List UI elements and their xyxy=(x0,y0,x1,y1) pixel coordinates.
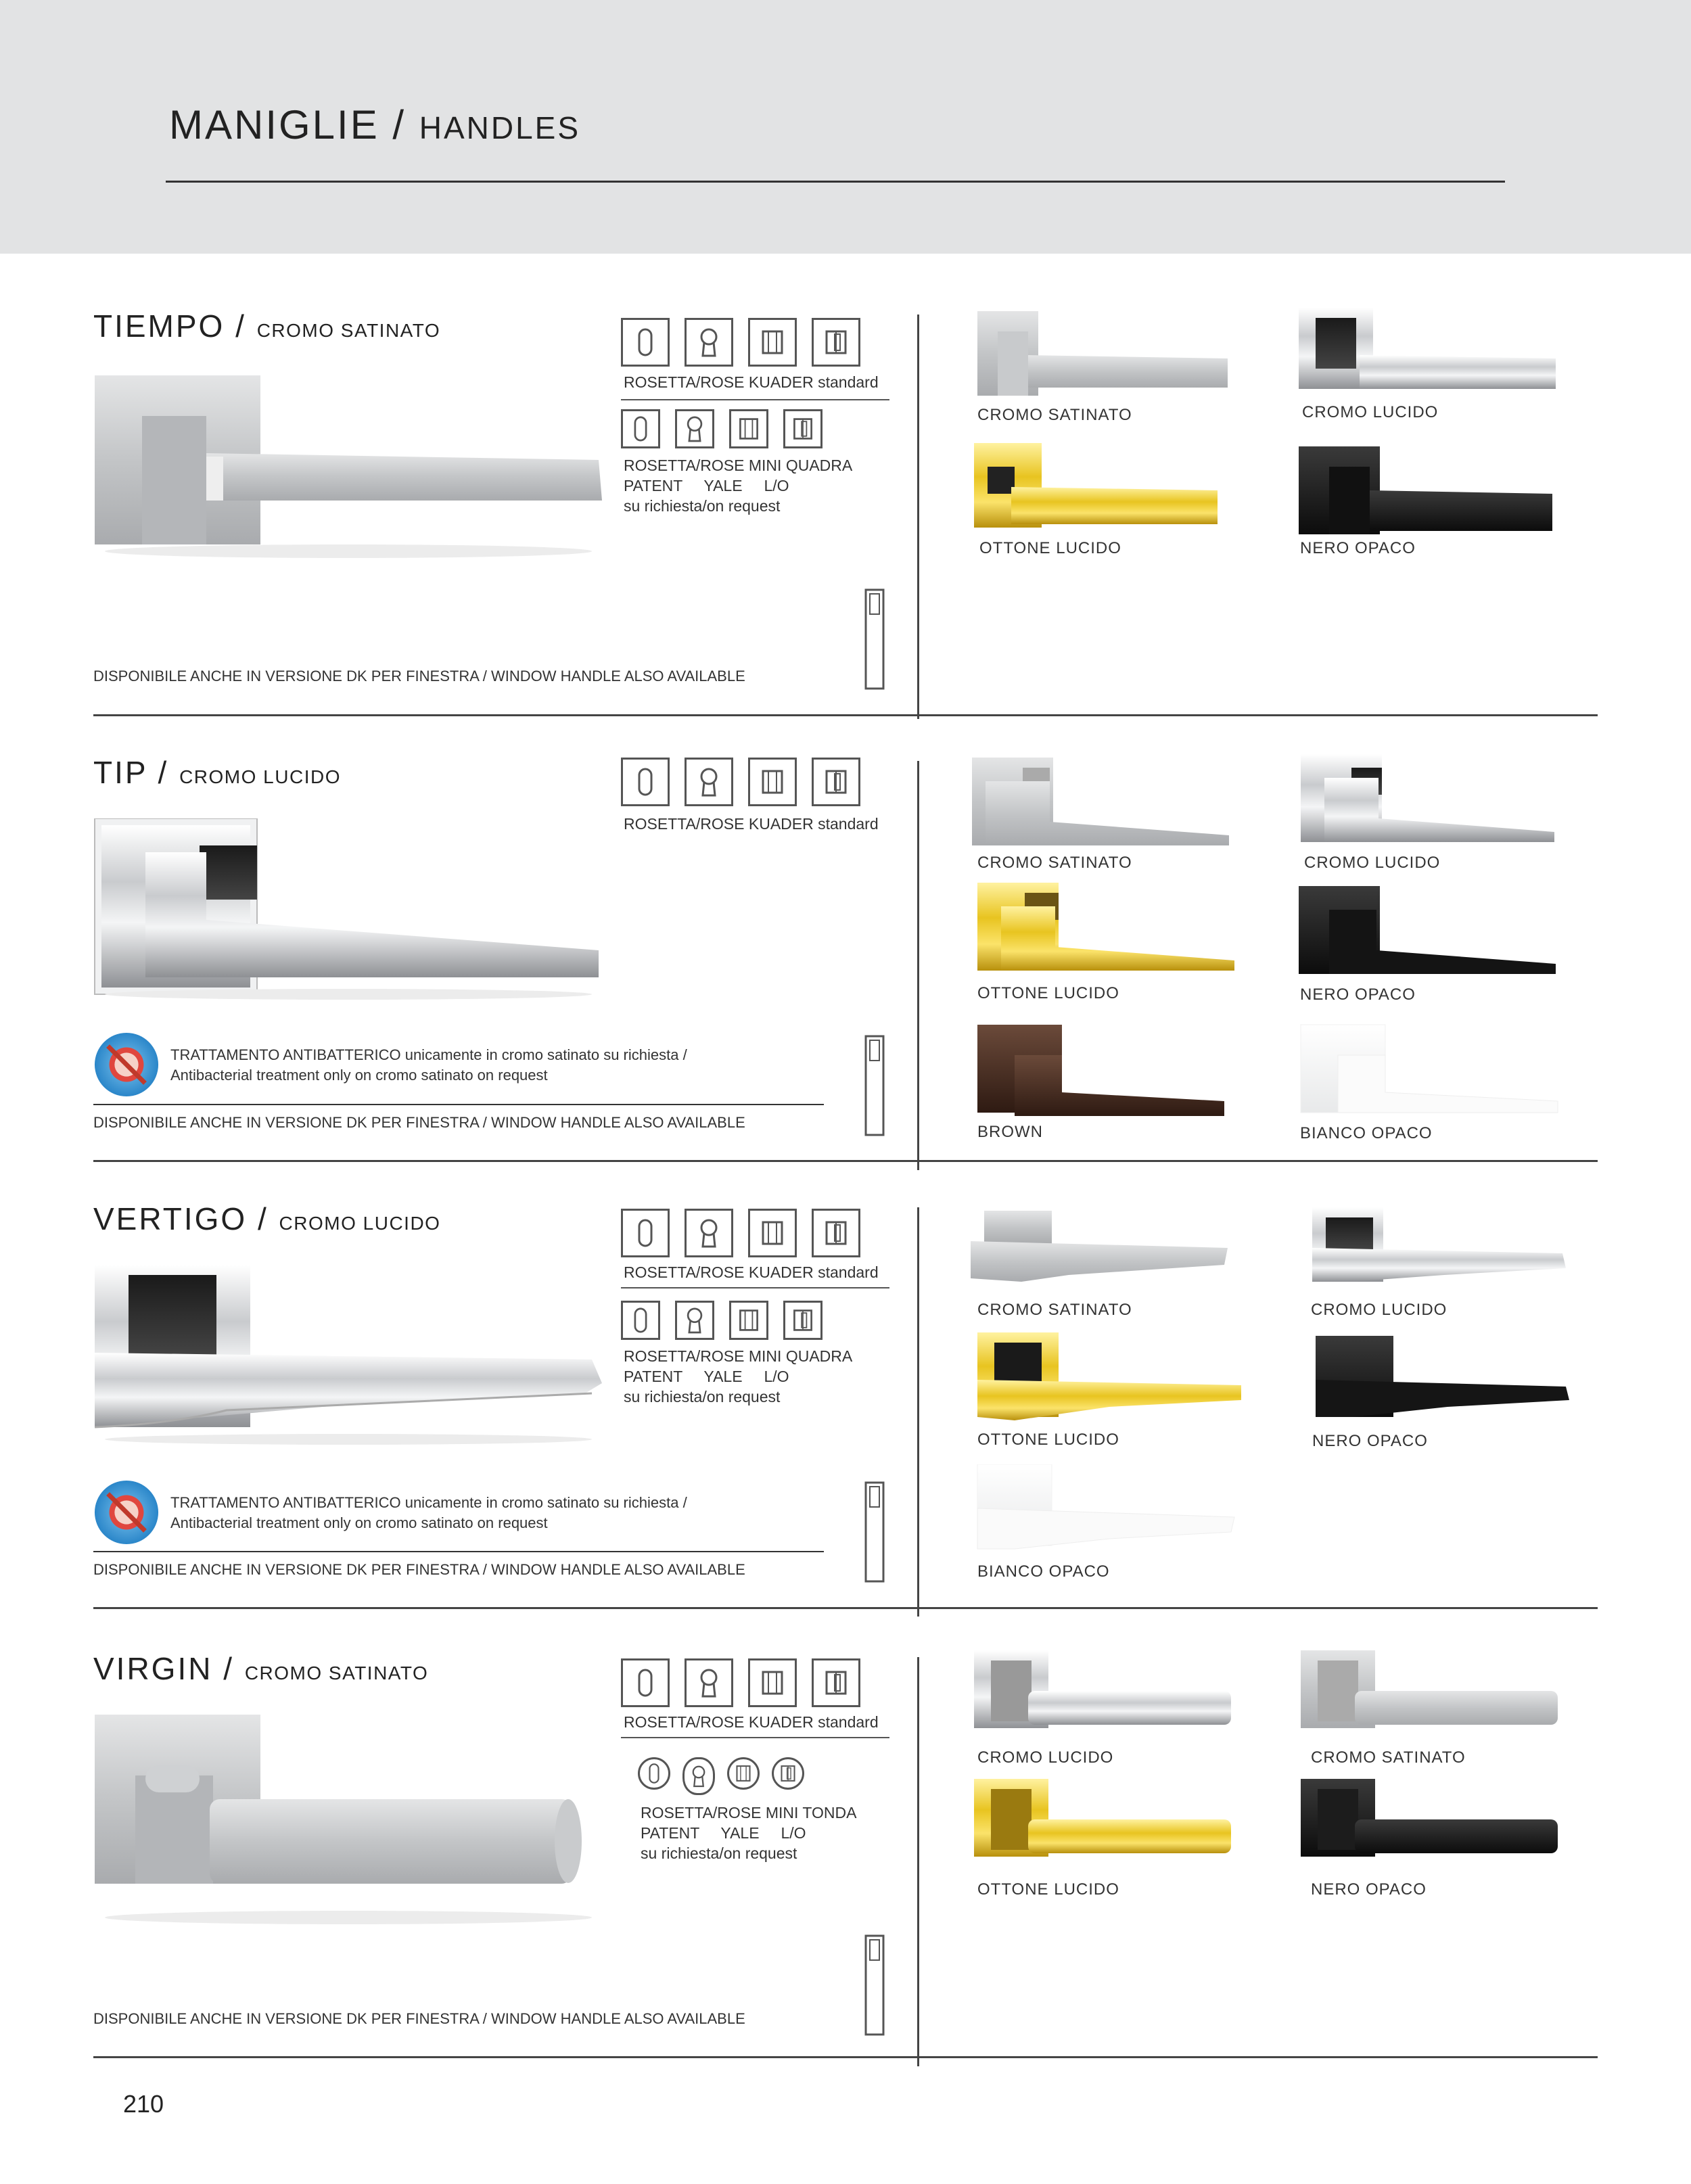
window-handle-icon xyxy=(864,1035,885,1136)
lo-lock-icon xyxy=(783,1301,823,1340)
product-finish: CROMO SATINATO xyxy=(244,1663,429,1683)
product-section-virgin xyxy=(0,1650,1691,2097)
yale-key-icon xyxy=(682,1757,715,1795)
title-separator: / xyxy=(392,102,407,147)
rose-standard-label: ROSETTA/ROSE KUADER standard xyxy=(624,1713,879,1731)
product-finish: CROMO LUCIDO xyxy=(179,766,341,787)
window-handle-icon xyxy=(864,1934,885,2036)
yale-key-icon xyxy=(685,1658,733,1707)
rose-divider xyxy=(621,1287,889,1288)
variant-image-ottone-lucido xyxy=(974,879,1245,991)
dk-note: DISPONIBILE ANCHE IN VERSIONE DK PER FINESTRA / WINDOW HANDLE ALSO AVAILABLE xyxy=(93,1561,745,1578)
variant-label: CROMO SATINATO xyxy=(977,406,1132,424)
lo-icon xyxy=(748,1658,797,1707)
rose-mini-title: ROSETTA/ROSE MINI TONDA xyxy=(641,1804,857,1821)
variant-image-cromo-satinato xyxy=(969,754,1239,866)
variant-image-bianco-opaco xyxy=(1297,1021,1568,1133)
window-handle-icon xyxy=(864,1481,885,1583)
handle-image-virgin xyxy=(91,1715,605,1938)
oval-key-icon xyxy=(621,409,660,448)
title-separator: / xyxy=(223,1651,235,1686)
lo-lock-icon xyxy=(812,1658,860,1707)
handle-image-tip xyxy=(91,818,605,1008)
section-separator xyxy=(93,1607,1598,1609)
yale-key-icon xyxy=(675,409,714,448)
rose-icons-kuader xyxy=(621,758,860,806)
lo-lock-icon xyxy=(783,409,823,448)
variant-label: OTTONE LUCIDO xyxy=(977,984,1119,1002)
rose-icons-mini xyxy=(621,409,823,448)
lo-lock-icon xyxy=(812,758,860,806)
lo-icon xyxy=(748,1209,797,1257)
rose-mini-types: PATENT YALE L/O xyxy=(641,1824,806,1842)
variant-image-ottone-lucido xyxy=(971,1779,1241,1890)
oval-key-icon xyxy=(621,1658,670,1707)
handle-image-vertigo xyxy=(91,1265,605,1454)
oval-key-icon xyxy=(638,1757,670,1790)
lo-lock-icon xyxy=(812,1209,860,1257)
rose-standard-label: ROSETTA/ROSE KUADER standard xyxy=(624,373,879,391)
antibacterial-note xyxy=(170,1493,687,1533)
variant-image-bianco-opaco xyxy=(974,1464,1245,1576)
product-section-tip xyxy=(0,754,1691,1201)
column-divider xyxy=(917,761,919,1170)
lo-icon xyxy=(748,758,797,806)
product-name: VERTIGO xyxy=(93,1201,248,1236)
rose-icons-mini-round xyxy=(638,1757,804,1795)
oval-key-icon xyxy=(621,1209,670,1257)
yale-key-icon xyxy=(675,1301,714,1340)
lo-icon xyxy=(748,318,797,367)
yale-key-icon xyxy=(685,318,733,367)
section-separator xyxy=(93,714,1598,716)
lo-icon xyxy=(729,1301,768,1340)
product-section-tiempo xyxy=(0,308,1691,754)
antibacterial-line2: Antibacterial treatment only on cromo satinato on request xyxy=(170,1514,548,1531)
dk-note: DISPONIBILE ANCHE IN VERSIONE DK PER FINESTRA / WINDOW HANDLE ALSO AVAILABLE xyxy=(93,2010,745,2027)
product-finish: CROMO SATINATO xyxy=(256,320,441,341)
variant-label: OTTONE LUCIDO xyxy=(977,1880,1119,1899)
rose-mini-note: su richiesta/on request xyxy=(624,1388,781,1405)
title-separator: / xyxy=(158,755,169,790)
page-number: 210 xyxy=(123,2090,164,2118)
variant-image-cromo-lucido xyxy=(971,1650,1241,1762)
window-handle-icon xyxy=(864,588,885,690)
product-finish: CROMO LUCIDO xyxy=(279,1213,441,1234)
lo-icon xyxy=(727,1757,760,1790)
title-sub: HANDLES xyxy=(419,110,581,145)
variant-image-ottone-lucido xyxy=(971,440,1241,551)
variant-label: NERO OPACO xyxy=(1311,1880,1427,1899)
column-divider xyxy=(917,315,919,719)
page-title xyxy=(169,101,580,148)
rose-mini-label xyxy=(624,455,852,516)
column-divider xyxy=(917,1207,919,1617)
oval-key-icon xyxy=(621,758,670,806)
variant-image-ottone-lucido xyxy=(974,1332,1245,1444)
rose-standard-label: ROSETTA/ROSE KUADER standard xyxy=(624,815,879,833)
dk-rule xyxy=(93,1104,824,1105)
variant-label: CROMO LUCIDO xyxy=(1311,1301,1447,1319)
oval-key-icon xyxy=(621,1301,660,1340)
product-title xyxy=(93,754,341,791)
rose-icons-kuader xyxy=(621,1209,860,1257)
rose-divider xyxy=(621,1737,889,1738)
antibacterial-line1: TRATTAMENTO ANTIBATTERICO unicamente in cromo satinato su richiesta / xyxy=(170,1494,687,1511)
variant-image-nero-opaco xyxy=(1312,1336,1583,1447)
variant-label: NERO OPACO xyxy=(1300,985,1416,1004)
rose-mini-types: PATENT YALE L/O xyxy=(624,1368,789,1385)
variant-label: BROWN xyxy=(977,1123,1043,1141)
antibacterial-icon xyxy=(93,1479,160,1546)
variant-image-brown xyxy=(974,1021,1245,1133)
variant-image-nero-opaco xyxy=(1295,443,1566,555)
title-main: MANIGLIE xyxy=(169,102,379,147)
rose-icons-kuader xyxy=(621,318,860,367)
rose-mini-label xyxy=(641,1803,856,1863)
variant-label: CROMO LUCIDO xyxy=(1302,403,1439,421)
handle-image-tiempo xyxy=(91,372,605,561)
rose-icons-mini xyxy=(621,1301,823,1340)
product-title xyxy=(93,1650,428,1687)
oval-key-icon xyxy=(621,318,670,367)
variant-label: CROMO SATINATO xyxy=(977,854,1132,872)
variant-label: BIANCO OPACO xyxy=(977,1562,1110,1581)
rose-mini-title: ROSETTA/ROSE MINI QUADRA xyxy=(624,1347,853,1365)
section-separator xyxy=(93,1160,1598,1162)
product-title xyxy=(93,308,440,344)
variant-label: CROMO SATINATO xyxy=(1311,1748,1466,1767)
product-title xyxy=(93,1201,440,1237)
section-separator xyxy=(93,2056,1598,2058)
product-name: TIP xyxy=(93,755,147,790)
antibacterial-line1: TRATTAMENTO ANTIBATTERICO unicamente in cromo satinato su richiesta / xyxy=(170,1046,687,1063)
rose-mini-types: PATENT YALE L/O xyxy=(624,477,789,494)
dk-note: DISPONIBILE ANCHE IN VERSIONE DK PER FINESTRA / WINDOW HANDLE ALSO AVAILABLE xyxy=(93,1114,745,1131)
rose-icons-kuader xyxy=(621,1658,860,1707)
header-rule xyxy=(166,181,1505,183)
antibacterial-line2: Antibacterial treatment only on cromo satinato on request xyxy=(170,1067,548,1084)
title-separator: / xyxy=(235,308,246,344)
rose-mini-note: su richiesta/on request xyxy=(624,497,781,515)
variant-label: NERO OPACO xyxy=(1312,1432,1428,1450)
lo-lock-icon xyxy=(772,1757,804,1790)
yale-key-icon xyxy=(685,1209,733,1257)
variant-image-nero-opaco xyxy=(1297,1779,1568,1890)
column-divider xyxy=(917,1657,919,2066)
lo-lock-icon xyxy=(812,318,860,367)
rose-standard-label: ROSETTA/ROSE KUADER standard xyxy=(624,1263,879,1281)
variant-label: NERO OPACO xyxy=(1300,539,1416,557)
variant-label: OTTONE LUCIDO xyxy=(977,1431,1119,1449)
rose-mini-title: ROSETTA/ROSE MINI QUADRA xyxy=(624,457,853,474)
variant-image-cromo-satinato xyxy=(1297,1650,1568,1762)
yale-key-icon xyxy=(685,758,733,806)
variant-image-nero-opaco xyxy=(1295,883,1566,994)
rose-mini-note: su richiesta/on request xyxy=(641,1844,797,1862)
product-name: TIEMPO xyxy=(93,308,225,344)
rose-divider xyxy=(621,399,889,400)
page-header xyxy=(0,0,1691,254)
variant-label: BIANCO OPACO xyxy=(1300,1124,1433,1142)
dk-rule xyxy=(93,1551,824,1552)
variant-label: CROMO LUCIDO xyxy=(1304,854,1441,872)
variant-image-cromo-lucido xyxy=(1297,754,1568,866)
variant-label: OTTONE LUCIDO xyxy=(979,539,1121,557)
antibacterial-icon xyxy=(93,1031,160,1098)
rose-mini-label xyxy=(624,1346,852,1407)
variant-label: CROMO LUCIDO xyxy=(977,1748,1114,1767)
antibacterial-note xyxy=(170,1045,687,1086)
product-name: VIRGIN xyxy=(93,1651,213,1686)
dk-note: DISPONIBILE ANCHE IN VERSIONE DK PER FINESTRA / WINDOW HANDLE ALSO AVAILABLE xyxy=(93,668,745,684)
variant-image-cromo-satinato xyxy=(974,308,1245,419)
product-section-vertigo xyxy=(0,1201,1691,1647)
title-separator: / xyxy=(257,1201,269,1236)
lo-icon xyxy=(729,409,768,448)
variant-label: CROMO SATINATO xyxy=(977,1301,1132,1319)
